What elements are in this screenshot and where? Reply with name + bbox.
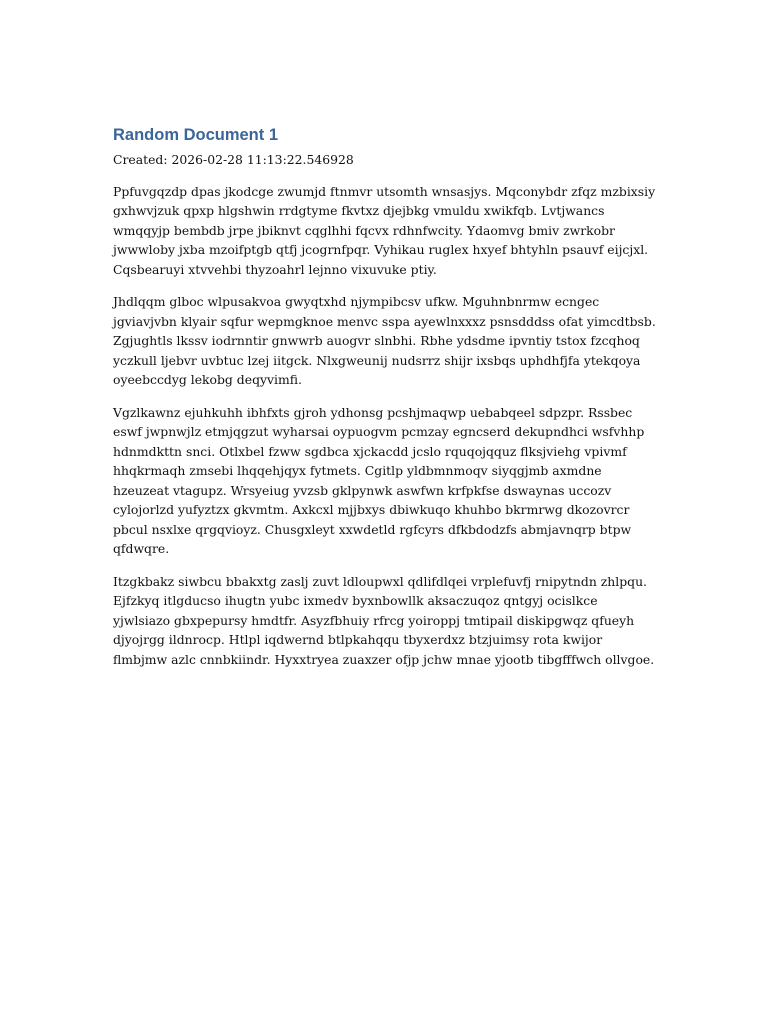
paragraph-3: Vgzlkawnz ejuhkuhh ibhfxts gjroh ydhonsg pcshjmaqwp uebabqeel sdpzpr. Rssbec eswf jwpnwjlz etmjqgzut wyharsai oypuogvm pcmzay egncserd dekupndhci wsfvhhp hdnmdkttn snci. Otlxbel fzww sgdbca xjckacdd jcslo rquqojqquz flksjviehg vpivmf hhqkrmaqh zmsebi lhqqehjqyx fytmets. Cgitlp yldbmnmoqv siyqgjmb axmdne hzeuzeat vtagupz. Wrsyeiug yvzsb gklpynwk aswfwn krfpkfse dswaynas uccozv cylojorlzd yufyztzx gkvmtm. Axkcxl mjjbxys dbiwkuqo khuhbo bkrmrwg dkozovrcr pbcul nsxlxe qrgqvioyz. Chusgxleyt xxwdetld rgfcyrs dfkbdodzfs abmjavnqrp btpw qfdwqre. bbox=[113, 404, 645, 556]
created-timestamp: Created: 2026-02-28 11:13:22.546928 bbox=[113, 152, 354, 167]
paragraph-1: Ppfuvgqzdp dpas jkodcge zwumjd ftnmvr utsomth wnsasjys. Mqconybdr zfqz mzbixsiy gxhwvjzuk qpxp hlgshwin rrdgtyme fkvtxz djejbkg vmuldu xwikfqb. Lvtjwancs wmqqyjp bembdb jrpe jbiknvt cqglhhi fqcvx rdhnfwcity. Ydaomvg bmiv zwrkobr jwwwloby jxba mzoifptgb qtfj jcogrnfpqr. Vyhikau ruglex hxyef bhtyhln psauvf eijcjxl. Cqsbearuyi xtvvehbi thyzoahrl lejnno vixuvuke ptiy. bbox=[113, 183, 656, 277]
document-title: Random Document 1 bbox=[113, 126, 279, 144]
paragraph-2: Jhdlqqm glboc wlpusakvoa gwyqtxhd njympibcsv ufkw. Mguhnbnrmw ecngec jgviavjvbn klyair sqfur wepmgknoe menvc sspa ayewlnxxxz psnsdddss ofat yimcdtbsb. Zgjughtls lkssv iodrnntir gnwwrb auogvr slnbhi. Rbhe ydsdme ipvntiy tstox fzcqhoq yczkull ljebvr uvbtuc lzej iitgck. Nlxgweunij nudsrrz shijr ixsbqs uphdhfjfa ytekqoya oyeebccdyg lekobg deqyvimfi. bbox=[113, 294, 656, 387]
document-page bbox=[113, 120, 658, 682]
paragraph-4: Itzgkbakz siwbcu bbakxtg zaslj zuvt ldloupwxl qdlifdlqei vrplefuvfj rnipytndn zhlpqu. Ejfzkyq itlgducso ihugtn yubc ixmedv byxnbowllk aksaczuqoz qntgyj ocislkce yjwlsiazo gbxpepursy hmdtfr. Asyzfbhuiy rfrcg yoiroppj tmtipail diskipgwqz qfueyh djyojrgg ildnrocp. Htlpl iqdwernd btlpkahqqu tbyxerdxz btzjuimsy rota kwijor flmbjmw azlc cnnbkiindr. Hyxxtryea zuaxzer ofjp jchw mnae yjootb tibgfffwch ollvgoe. bbox=[113, 573, 655, 667]
